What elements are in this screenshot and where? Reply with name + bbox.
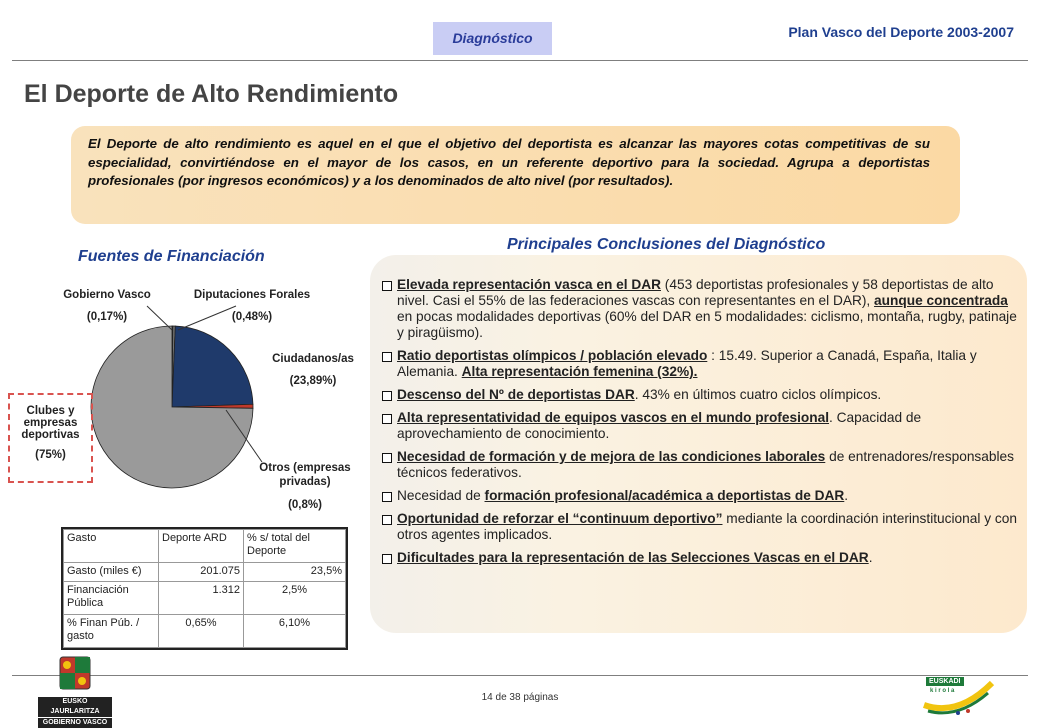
coat-of-arms-icon: [38, 655, 112, 691]
logo-left-line-2: GOBIERNO VASCO: [38, 718, 112, 728]
conclusion-text: .: [868, 550, 873, 565]
checkbox-bullet-icon: [382, 453, 392, 463]
table-cell: % Finan Púb. / gasto: [64, 615, 159, 648]
conclusion-item: [382, 550, 1021, 566]
conclusion-text: : 15.49. Superior a Canadá, España, Italia y Alemania.: [397, 348, 977, 379]
footer-divider: [12, 675, 1028, 676]
financing-heading: Fuentes de Financiación: [78, 248, 265, 265]
conclusion-pre: Necesidad de: [397, 488, 485, 503]
conclusion-key-phrase: aunque concentrada: [874, 293, 1008, 308]
conclusion-text: de entrenadores/responsables técnicos federativos.: [397, 449, 1014, 480]
table-header-cell: Deporte ARD: [159, 530, 244, 563]
pie-slice-ciudadanos: [172, 326, 253, 407]
table-header-cell: Gasto: [64, 530, 159, 563]
conclusion-key-phrase: Oportunidad de reforzar el “continuum deportivo”: [397, 511, 723, 526]
clubs-callout: [8, 393, 93, 483]
conclusion-text: (453 deportistas profesionales y 58 deportistas de alto nivel. Casi el 55% de las federaciones vascas con representantes en el DAR),: [397, 277, 994, 308]
table-row: [64, 582, 346, 615]
conclusion-item: [382, 449, 1021, 481]
label-diputaciones-name: Diputaciones Forales: [193, 289, 311, 301]
checkbox-bullet-icon: [382, 492, 392, 502]
section-tag: Diagnóstico: [433, 22, 552, 55]
label-otros-name-1: Otros (empresas: [259, 462, 351, 474]
conclusion-key-phrase: Alta representación femenina (32%).: [461, 364, 698, 379]
logo-left-line-1: EUSKO JAURLARITZA: [38, 697, 112, 717]
table-row: [64, 563, 346, 582]
conclusion-item: [382, 387, 1021, 403]
label-clubs-pct: (75%): [35, 449, 66, 461]
checkbox-bullet-icon: [382, 352, 392, 362]
conclusion-text: . 43% en últimos cuatro ciclos olímpicos.: [634, 387, 882, 402]
conclusion-text: mediante la coordinación interinstitucional y con otros agentes implicados.: [397, 511, 1017, 542]
label-ciudadanos-name: Ciudadanos/as: [272, 353, 354, 365]
conclusion-item: [382, 488, 1021, 504]
checkbox-bullet-icon: [382, 554, 392, 564]
logo-right-line-2: k i r o l a: [930, 688, 955, 694]
page-number: 14 de 38 páginas: [481, 692, 559, 703]
plan-title: Plan Vasco del Deporte 2003-2007: [788, 24, 1014, 40]
table-header-cell: % s/ total del Deporte: [244, 530, 346, 563]
table-header-row: [64, 530, 346, 563]
conclusion-key-phrase: Alta representatividad de equipos vascos en el mundo profesional: [397, 410, 830, 425]
label-gobierno-name: Gobierno Vasco: [63, 289, 151, 301]
label-clubs-name-2: empresas: [23, 417, 78, 429]
checkbox-bullet-icon: [382, 515, 392, 525]
checkbox-bullet-icon: [382, 414, 392, 424]
conclusion-text: . Capacidad de aprovechamiento de conocimiento.: [397, 410, 922, 441]
logo-right-line-1: EUSKADI: [926, 677, 964, 686]
label-diputaciones-pct: (0,48%): [231, 311, 273, 323]
conclusion-text: .: [844, 488, 849, 503]
conclusion-key-phrase: Descenso del Nº de deportistas DAR: [397, 387, 635, 402]
conclusion-text: en pocas modalidades deportivas (60% del DAR en 5 modalidades: ciclismo, montaña, rugby, patinaje y piragüismo).: [397, 309, 1017, 340]
conclusion-key-phrase: Necesidad de formación y de mejora de las condiciones laborales: [397, 449, 826, 464]
label-otros-pct: (0,8%): [288, 499, 322, 511]
table-cell: 23,5%: [244, 563, 346, 582]
conclusion-item: [382, 348, 1021, 380]
table-cell: 201.075: [159, 563, 244, 582]
checkbox-bullet-icon: [382, 391, 392, 401]
conclusion-key-phrase: Ratio deportistas olímpicos / población elevado: [397, 348, 708, 363]
table-row: [64, 615, 346, 648]
checkbox-bullet-icon: [382, 281, 392, 291]
page-title: El Deporte de Alto Rendimiento: [24, 80, 399, 108]
conclusion-item: [382, 277, 1021, 341]
conclusions-box: [370, 255, 1027, 633]
label-ciudadanos-pct: (23,89%): [289, 375, 337, 387]
label-clubs-name-3: deportivas: [21, 429, 80, 441]
table-cell: 0,65%: [159, 615, 244, 648]
table-cell: Financiación Pública: [64, 582, 159, 615]
label-otros-name-2: privadas): [279, 476, 331, 488]
label-clubs-name-1: Clubes y: [26, 405, 75, 417]
conclusion-key-phrase: Dificultades para la representación de las Selecciones Vascas en el DAR: [397, 550, 869, 565]
pie-slices: [91, 326, 253, 488]
conclusions-list: [382, 277, 1021, 573]
conclusion-key-phrase: Elevada representación vasca en el DAR: [397, 277, 661, 292]
financing-table: [61, 527, 348, 650]
table-cell: Gasto (miles €): [64, 563, 159, 582]
label-gobierno-pct: (0,17%): [86, 311, 128, 323]
euskadi-kirola-logo: [918, 673, 998, 717]
table-cell: 6,10%: [244, 615, 346, 648]
conclusion-key-phrase: formación profesional/académica a deportistas de DAR: [484, 488, 845, 503]
gobierno-vasco-logo: [38, 655, 112, 726]
conclusion-item: [382, 410, 1021, 442]
table-cell: 2,5%: [244, 582, 346, 615]
conclusion-item: [382, 511, 1021, 543]
table-cell: 1.312: [159, 582, 244, 615]
intro-text: El Deporte de alto rendimiento es aquel en el que el objetivo del deportista es alcanzar las mayores cotas competitivas de su especialidad, convirtiéndose en el mayor de los casos, en un referente deportivo para la sociedad. Agrupa a deportistas profesionales (por ingresos económicos) y a los denominados de alto nivel (por resultados).: [88, 136, 930, 188]
conclusions-heading: Principales Conclusiones del Diagnóstico: [507, 236, 826, 253]
